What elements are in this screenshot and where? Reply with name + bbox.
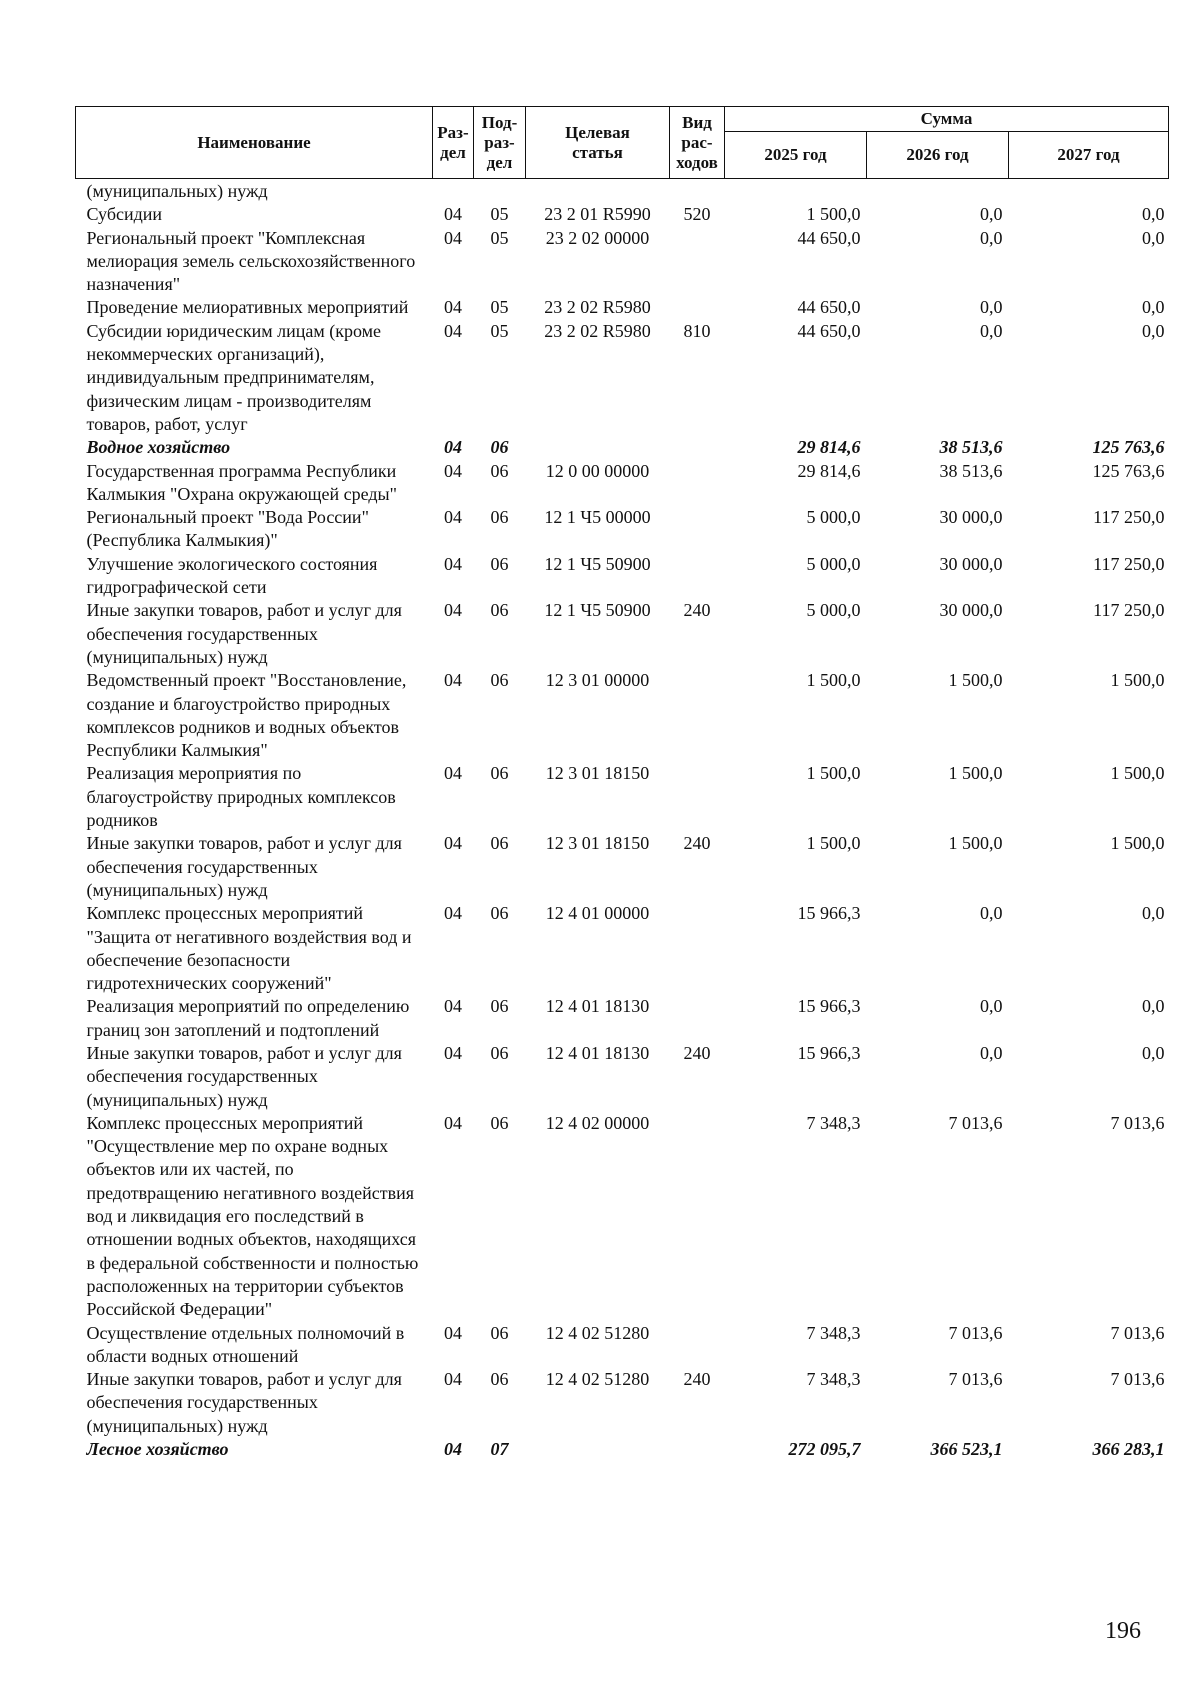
cell-razdel: 04 bbox=[444, 996, 462, 1017]
cell-sum-2027: 0,0 bbox=[1142, 227, 1165, 248]
cell-celevaya-statya: 12 3 01 18150 bbox=[545, 833, 650, 854]
cell-sum-2026: 30 000,0 bbox=[939, 507, 1003, 528]
table-row bbox=[76, 1042, 1169, 1112]
cell-razdel: 04 bbox=[444, 600, 462, 621]
cell-razdel: 04 bbox=[444, 763, 462, 784]
cell-sum-2025: 7 348,3 bbox=[806, 1369, 861, 1390]
cell-podrazdel: 06 bbox=[490, 553, 509, 574]
cell-sum-2025: 1 500,0 bbox=[806, 204, 861, 225]
cell-razdel: 04 bbox=[444, 204, 462, 225]
table-row bbox=[76, 460, 1169, 507]
header-2025: 2025 год bbox=[725, 132, 867, 179]
cell-sum-2026: 7 013,6 bbox=[948, 1322, 1003, 1343]
cell-celevaya-statya: 12 4 02 51280 bbox=[545, 1369, 650, 1390]
cell-sum-2025 bbox=[725, 179, 867, 204]
cell-razdel: 04 bbox=[444, 903, 462, 924]
cell-razdel: 04 bbox=[444, 1369, 462, 1390]
table-row bbox=[76, 506, 1169, 553]
cell-celevaya-statya: 12 1 Ч5 50900 bbox=[544, 600, 651, 621]
cell-podrazdel: 06 bbox=[490, 460, 509, 481]
cell-podrazdel: 06 bbox=[490, 507, 509, 528]
cell-celevaya-statya: 23 2 02 R5980 bbox=[544, 320, 651, 341]
cell-celevaya-statya: 12 3 01 00000 bbox=[545, 670, 650, 691]
cell-podrazdel: 06 bbox=[490, 1042, 509, 1063]
cell-razdel: 04 bbox=[444, 1322, 462, 1343]
header-name: Наименование bbox=[76, 107, 433, 179]
cell-name: Иные закупки товаров, работ и услуг для обеспечения государственных (муниципальных) нужд bbox=[86, 1369, 402, 1436]
cell-sum-2025: 7 348,3 bbox=[806, 1112, 861, 1133]
cell-celevaya-statya: 12 4 01 18130 bbox=[545, 996, 650, 1017]
cell-sum-2025: 7 348,3 bbox=[806, 1322, 861, 1343]
cell-name: Иные закупки товаров, работ и услуг для обеспечения государственных (муниципальных) нужд bbox=[86, 1042, 402, 1110]
table-row bbox=[76, 553, 1169, 600]
cell-sum-2025: 44 650,0 bbox=[797, 320, 861, 341]
cell-vid-rashodov: 520 bbox=[683, 204, 711, 225]
cell-podrazdel: 07 bbox=[490, 1439, 509, 1460]
cell-name: Субсидии юридическим лицам (кроме некоммерческих организаций), индивидуальным предпринимателям, физическим лицам - производителям товаров, работ, услуг bbox=[86, 320, 382, 434]
cell-sum-2027: 7 013,6 bbox=[1110, 1112, 1165, 1133]
cell-sum-2027: 125 763,6 bbox=[1092, 437, 1165, 458]
table-row bbox=[76, 599, 1169, 669]
cell-sum-2026: 0,0 bbox=[980, 1042, 1003, 1063]
cell-sum-2026: 7 013,6 bbox=[948, 1112, 1003, 1133]
header-vid-rashodov: Вид рас- ходов bbox=[670, 107, 725, 179]
cell-vid-rashodov bbox=[670, 902, 725, 995]
cell-podrazdel: 06 bbox=[490, 437, 509, 458]
cell-vid-rashodov: 240 bbox=[683, 1042, 711, 1063]
cell-name: Комплекс процессных мероприятий "Осуществление мер по охране водных объектов или их частей, по предотвращению негативного воздействия вод и ликвидация его последствий в отношении водных объектов, находящихся в федеральной собственности и полностью расположенных на территории субъектов Российской Федерации" bbox=[86, 1112, 419, 1320]
cell-vid-rashodov bbox=[670, 1438, 725, 1461]
table-row bbox=[76, 296, 1169, 319]
cell-sum-2025: 44 650,0 bbox=[797, 227, 861, 248]
cell-sum-2026: 38 513,6 bbox=[939, 437, 1003, 458]
cell-sum-2026: 366 523,1 bbox=[930, 1439, 1003, 1460]
cell-celevaya-statya bbox=[526, 1438, 670, 1461]
cell-vid-rashodov bbox=[670, 506, 725, 553]
cell-razdel: 04 bbox=[444, 1042, 462, 1063]
cell-razdel: 04 bbox=[444, 1112, 462, 1133]
cell-vid-rashodov bbox=[670, 1112, 725, 1322]
table-row bbox=[76, 832, 1169, 902]
cell-name: Региональный проект "Вода России" (Республика Калмыкия)" bbox=[86, 507, 369, 551]
cell-celevaya-statya: 23 2 02 R5980 bbox=[544, 297, 651, 318]
cell-sum-2027: 117 250,0 bbox=[1093, 507, 1165, 528]
cell-podrazdel: 06 bbox=[490, 1369, 509, 1390]
page-number: 196 bbox=[1105, 1618, 1141, 1644]
budget-table bbox=[75, 106, 1169, 1461]
table-row bbox=[76, 1368, 1169, 1438]
header-summa: Сумма bbox=[725, 107, 1169, 132]
cell-podrazdel: 06 bbox=[490, 996, 509, 1017]
cell-sum-2027: 0,0 bbox=[1142, 297, 1165, 318]
cell-sum-2025: 29 814,6 bbox=[797, 460, 861, 481]
cell-sum-2027: 0,0 bbox=[1142, 903, 1165, 924]
cell-sum-2027: 117 250,0 bbox=[1093, 553, 1165, 574]
cell-razdel: 04 bbox=[444, 670, 462, 691]
header-razdel: Раз- дел bbox=[433, 107, 474, 179]
cell-sum-2027: 7 013,6 bbox=[1110, 1322, 1165, 1343]
cell-vid-rashodov bbox=[670, 436, 725, 459]
cell-razdel: 04 bbox=[444, 437, 462, 458]
cell-celevaya-statya: 12 4 01 18130 bbox=[545, 1042, 650, 1063]
table-row bbox=[76, 902, 1169, 995]
cell-sum-2026: 1 500,0 bbox=[948, 833, 1003, 854]
cell-vid-rashodov bbox=[670, 460, 725, 507]
cell-sum-2025: 15 966,3 bbox=[797, 1042, 861, 1063]
cell-name: Проведение мелиоративных мероприятий bbox=[86, 297, 409, 318]
cell-vid-rashodov bbox=[670, 179, 725, 204]
cell-celevaya-statya bbox=[526, 436, 670, 459]
cell-celevaya-statya: 12 4 02 00000 bbox=[545, 1112, 650, 1133]
cell-sum-2027: 125 763,6 bbox=[1092, 460, 1165, 481]
cell-razdel: 04 bbox=[444, 1439, 462, 1460]
section-row bbox=[76, 436, 1169, 459]
cell-vid-rashodov bbox=[670, 227, 725, 297]
cell-razdel: 04 bbox=[444, 297, 462, 318]
cell-sum-2026: 30 000,0 bbox=[939, 553, 1003, 574]
cell-razdel: 04 bbox=[444, 507, 462, 528]
cell-sum-2025: 5 000,0 bbox=[806, 507, 861, 528]
cell-podrazdel: 06 bbox=[490, 600, 509, 621]
cell-vid-rashodov: 240 bbox=[683, 600, 711, 621]
budget-document bbox=[75, 106, 1168, 1461]
cell-sum-2027: 1 500,0 bbox=[1110, 763, 1165, 784]
cell-name: Региональный проект "Комплексная мелиорация земель сельскохозяйственного назначения" bbox=[86, 227, 416, 295]
cell-podrazdel: 05 bbox=[490, 297, 509, 318]
cell-name: Реализация мероприятий по определению границ зон затоплений и подтоплений bbox=[86, 996, 410, 1040]
cell-sum-2026: 38 513,6 bbox=[939, 460, 1003, 481]
cell-sum-2025: 1 500,0 bbox=[806, 670, 861, 691]
cell-sum-2026: 0,0 bbox=[980, 204, 1003, 225]
cell-name: Лесное хозяйство bbox=[86, 1439, 229, 1460]
cell-sum-2025: 15 966,3 bbox=[797, 903, 861, 924]
table-row bbox=[76, 995, 1169, 1042]
cell-podrazdel: 05 bbox=[490, 320, 509, 341]
cell-sum-2027 bbox=[1009, 179, 1169, 204]
cell-vid-rashodov bbox=[670, 995, 725, 1042]
cell-name: (муниципальных) нужд bbox=[86, 181, 268, 201]
cell-podrazdel: 05 bbox=[490, 204, 509, 225]
table-row bbox=[76, 203, 1169, 226]
cell-name: Водное хозяйство bbox=[86, 437, 231, 458]
table-row bbox=[76, 227, 1169, 297]
cell-sum-2026: 1 500,0 bbox=[948, 670, 1003, 691]
cell-sum-2027: 7 013,6 bbox=[1110, 1369, 1165, 1390]
cell-sum-2027: 117 250,0 bbox=[1093, 600, 1165, 621]
header-celevaya-statya: Целевая статья bbox=[526, 107, 670, 179]
cell-podrazdel bbox=[474, 179, 526, 204]
cell-razdel: 04 bbox=[444, 833, 462, 854]
cell-sum-2027: 1 500,0 bbox=[1110, 833, 1165, 854]
cell-name: Реализация мероприятия по благоустройству природных комплексов родников bbox=[86, 763, 396, 831]
cell-vid-rashodov bbox=[670, 296, 725, 319]
cell-sum-2025: 44 650,0 bbox=[797, 297, 861, 318]
cell-sum-2027: 0,0 bbox=[1142, 996, 1165, 1017]
cell-podrazdel: 06 bbox=[490, 763, 509, 784]
cell-razdel: 04 bbox=[444, 320, 462, 341]
cell-podrazdel: 06 bbox=[490, 670, 509, 691]
cell-celevaya-statya: 12 3 01 18150 bbox=[545, 763, 650, 784]
cell-sum-2026: 30 000,0 bbox=[939, 600, 1003, 621]
table-row bbox=[76, 762, 1169, 832]
section-row bbox=[76, 1438, 1169, 1461]
table-row bbox=[76, 320, 1169, 436]
cell-sum-2025: 29 814,6 bbox=[797, 437, 861, 458]
cell-razdel: 04 bbox=[444, 553, 462, 574]
cell-name: Улучшение экологического состояния гидрографической сети bbox=[86, 553, 378, 598]
cell-sum-2027: 0,0 bbox=[1142, 204, 1165, 225]
cell-celevaya-statya: 12 0 00 00000 bbox=[545, 460, 650, 481]
cell-podrazdel: 06 bbox=[490, 833, 509, 854]
cell-name: Иные закупки товаров, работ и услуг для обеспечения государственных (муниципальных) нужд bbox=[86, 600, 402, 667]
cell-name: Комплекс процессных мероприятий "Защита от негативного воздействия вод и обеспечение безопасности гидротехнических сооружений" bbox=[86, 903, 412, 994]
cell-vid-rashodov: 810 bbox=[683, 320, 711, 341]
cell-sum-2026: 0,0 bbox=[980, 903, 1003, 924]
table-row bbox=[76, 179, 1169, 204]
cell-razdel: 04 bbox=[444, 460, 462, 481]
cell-sum-2025: 15 966,3 bbox=[797, 996, 861, 1017]
cell-celevaya-statya bbox=[526, 179, 670, 204]
cell-podrazdel: 06 bbox=[490, 903, 509, 924]
cell-sum-2027: 1 500,0 bbox=[1110, 670, 1165, 691]
cell-sum-2026: 0,0 bbox=[980, 996, 1003, 1017]
cell-name: Субсидии bbox=[86, 204, 163, 225]
cell-vid-rashodov bbox=[670, 1322, 725, 1369]
cell-name: Осуществление отдельных полномочий в области водных отношений bbox=[86, 1322, 405, 1366]
table-row bbox=[76, 1322, 1169, 1369]
cell-sum-2025: 1 500,0 bbox=[806, 833, 861, 854]
cell-sum-2026: 0,0 bbox=[980, 297, 1003, 318]
table-row bbox=[76, 669, 1169, 762]
table-row bbox=[76, 1112, 1169, 1322]
cell-name: Иные закупки товаров, работ и услуг для обеспечения государственных (муниципальных) нужд bbox=[86, 833, 402, 900]
header-podrazdel: Под- раз- дел bbox=[474, 107, 526, 179]
cell-sum-2025: 5 000,0 bbox=[806, 553, 861, 574]
cell-podrazdel: 06 bbox=[490, 1112, 509, 1133]
cell-celevaya-statya: 23 2 02 00000 bbox=[545, 227, 650, 248]
cell-sum-2025: 1 500,0 bbox=[806, 763, 861, 784]
header-2026: 2026 год bbox=[867, 132, 1009, 179]
cell-sum-2026: 1 500,0 bbox=[948, 763, 1003, 784]
cell-sum-2027: 366 283,1 bbox=[1092, 1439, 1165, 1460]
cell-celevaya-statya: 23 2 01 R5990 bbox=[544, 204, 651, 225]
cell-vid-rashodov bbox=[670, 762, 725, 832]
cell-razdel: 04 bbox=[444, 227, 462, 248]
cell-vid-rashodov bbox=[670, 553, 725, 600]
cell-razdel bbox=[433, 179, 474, 204]
cell-name: Ведомственный проект "Восстановление, создание и благоустройство природных комплексов родников и водных объектов Республики Калмыкия" bbox=[86, 670, 407, 761]
cell-celevaya-statya: 12 4 01 00000 bbox=[545, 903, 650, 924]
cell-sum-2026 bbox=[867, 179, 1009, 204]
cell-sum-2026: 7 013,6 bbox=[948, 1369, 1003, 1390]
cell-sum-2025: 272 095,7 bbox=[788, 1439, 861, 1460]
cell-sum-2026: 0,0 bbox=[980, 227, 1003, 248]
cell-vid-rashodov: 240 bbox=[683, 1369, 711, 1390]
cell-vid-rashodov: 240 bbox=[683, 833, 711, 854]
cell-sum-2027: 0,0 bbox=[1142, 1042, 1165, 1063]
cell-sum-2025: 5 000,0 bbox=[806, 600, 861, 621]
cell-celevaya-statya: 12 1 Ч5 00000 bbox=[544, 507, 651, 528]
cell-celevaya-statya: 12 4 02 51280 bbox=[545, 1322, 650, 1343]
cell-celevaya-statya: 12 1 Ч5 50900 bbox=[544, 553, 651, 574]
cell-sum-2026: 0,0 bbox=[980, 320, 1003, 341]
header-2027: 2027 год bbox=[1009, 132, 1169, 179]
cell-vid-rashodov bbox=[670, 669, 725, 762]
cell-name: Государственная программа Республики Калмыкия "Охрана окружающей среды" bbox=[86, 460, 397, 504]
cell-sum-2027: 0,0 bbox=[1142, 320, 1165, 341]
table-body bbox=[76, 179, 1169, 1462]
table-header bbox=[76, 107, 1169, 179]
cell-podrazdel: 06 bbox=[490, 1322, 509, 1343]
cell-podrazdel: 05 bbox=[490, 227, 509, 248]
